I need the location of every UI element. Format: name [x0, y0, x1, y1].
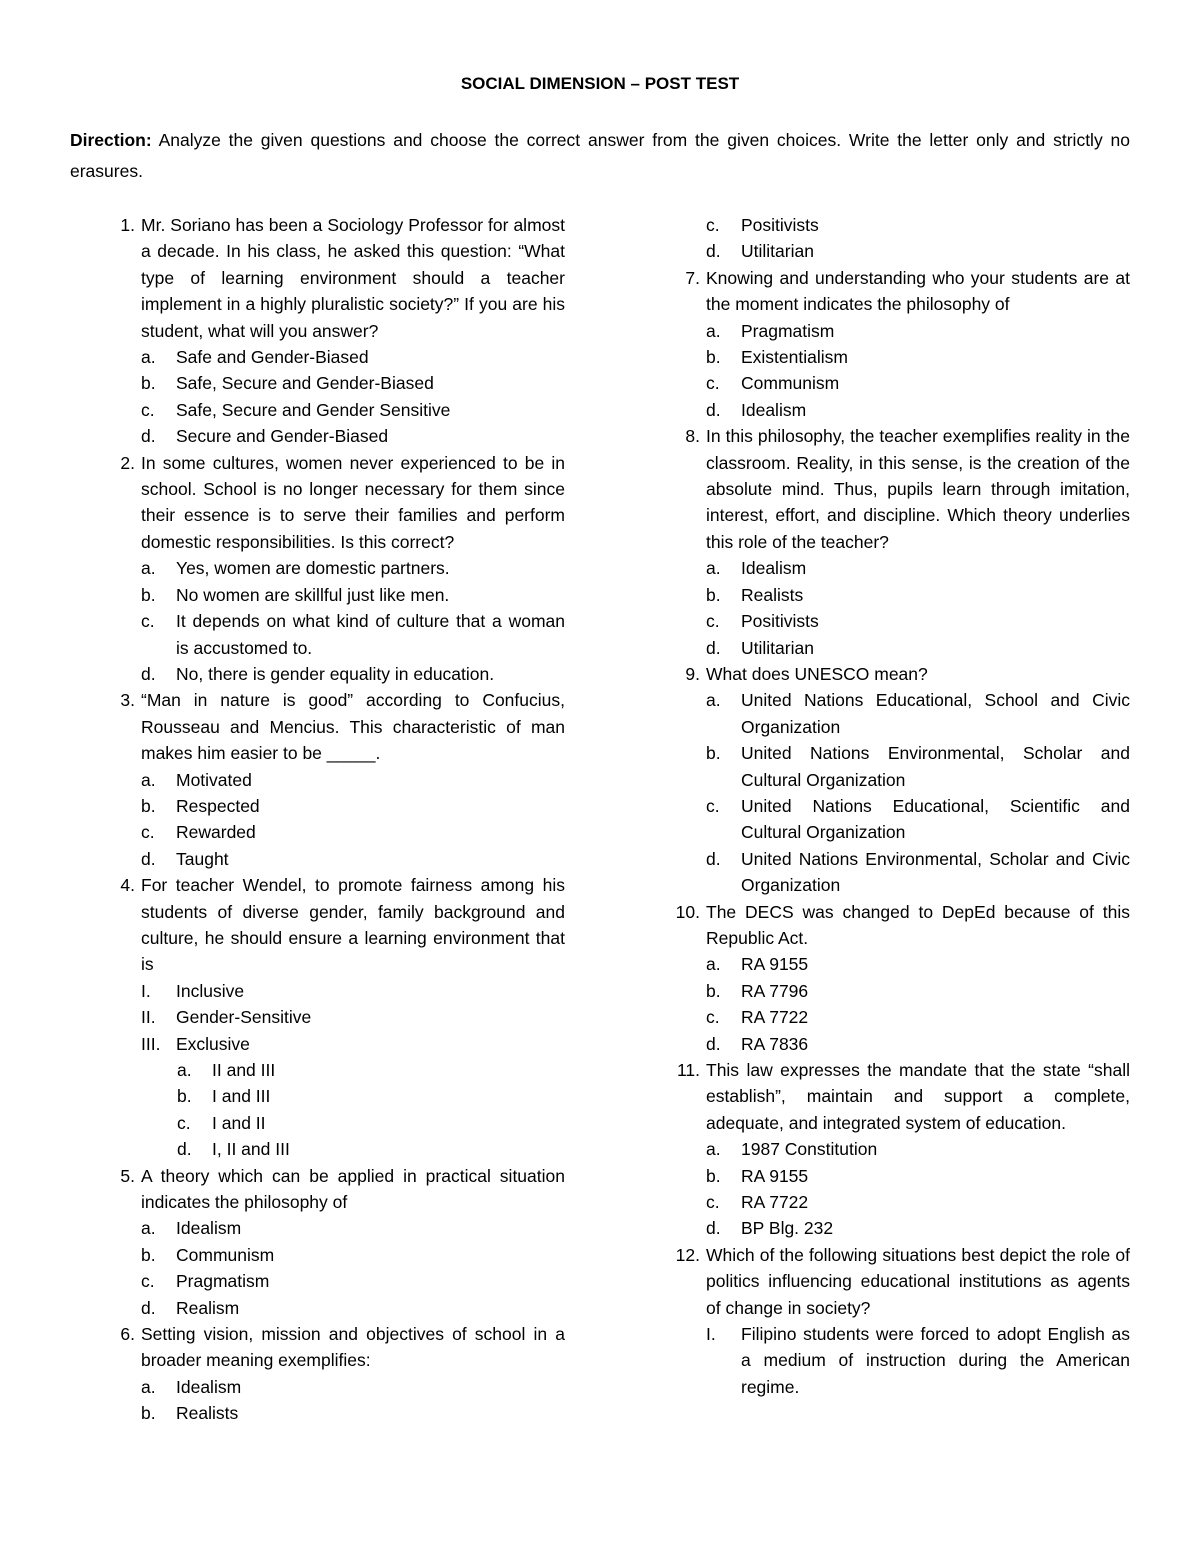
left-column [105, 212, 565, 1427]
option-text: I and II [212, 1112, 266, 1133]
option [670, 370, 1130, 396]
option-letter: b. [141, 1403, 156, 1424]
question-2 [105, 450, 565, 556]
option-letter: d. [706, 848, 721, 869]
question-6 [105, 1321, 565, 1374]
right-column [670, 212, 1130, 1400]
option-text: United Nations Environmental, Scholar and Civic Organization [741, 848, 1130, 896]
option-letter: c. [706, 795, 720, 816]
option [105, 344, 565, 370]
question-11 [670, 1057, 1130, 1136]
option-letter: a. [141, 1376, 156, 1397]
question-8 [670, 423, 1130, 555]
question-12 [670, 1242, 1130, 1321]
question-text: A theory which can be applied in practical situation indicates the philosophy of [141, 1165, 565, 1213]
question-number: 4. [120, 875, 135, 896]
option [670, 238, 1130, 264]
option-text: RA 9155 [741, 1165, 809, 1186]
option-letter: a. [141, 769, 156, 790]
option-letter: d. [706, 1033, 721, 1054]
question-9 [670, 661, 1130, 687]
option [670, 1215, 1130, 1241]
option [105, 423, 565, 449]
option-text: Idealism [741, 558, 807, 579]
question-text: This law expresses the mandate that the state “shall establish”, maintain and support a complete, adequate, and integrated system of education. [706, 1060, 1130, 1133]
direction-label: Direction: [70, 130, 152, 150]
option [105, 1242, 565, 1268]
option [670, 1163, 1130, 1189]
question-number: 10. [675, 901, 700, 922]
option-letter: d. [706, 1218, 721, 1239]
option [105, 1400, 565, 1426]
option [105, 1215, 565, 1241]
option-text: RA 7722 [741, 1007, 809, 1028]
question-number: 3. [120, 690, 135, 711]
option-text: RA 7722 [741, 1192, 809, 1213]
question-number: 11. [676, 1060, 700, 1080]
option-text: Idealism [176, 1376, 242, 1397]
question-10 [670, 899, 1130, 952]
option-letter: c. [141, 611, 155, 632]
option [670, 318, 1130, 344]
option [670, 344, 1130, 370]
option [105, 582, 565, 608]
option [105, 767, 565, 793]
option [105, 608, 565, 661]
option-letter: a. [706, 320, 721, 341]
question-number: 5. [120, 1165, 135, 1186]
option-text: II and III [212, 1060, 276, 1080]
option-letter: b. [177, 1086, 192, 1107]
question-text: Knowing and understanding who your students are at the moment indicates the philosophy of [706, 267, 1130, 315]
option [670, 1136, 1130, 1162]
option [670, 978, 1130, 1004]
option-text: Pragmatism [741, 320, 835, 341]
roman-numeral: I. [141, 980, 151, 1001]
option-letter: a. [706, 690, 721, 711]
option-letter: c. [706, 215, 720, 235]
question-7 [670, 265, 1130, 318]
option-text: Pragmatism [176, 1271, 270, 1292]
question-3 [105, 687, 565, 766]
option-text: Existentialism [741, 347, 848, 368]
option-letter: c. [177, 1112, 191, 1133]
option-text: Realists [176, 1403, 239, 1424]
option-letter: a. [141, 347, 156, 368]
option-letter: a. [706, 1139, 721, 1160]
option-text: No women are skillful just like men. [176, 584, 450, 605]
option [105, 846, 565, 872]
option-text: I, II and III [212, 1139, 290, 1160]
option-letter: d. [141, 426, 156, 447]
option-letter: a. [141, 558, 156, 579]
option-letter: d. [177, 1139, 192, 1160]
option-text: Secure and Gender-Biased [176, 426, 389, 447]
option [670, 582, 1130, 608]
option-letter: d. [141, 1297, 156, 1318]
option-letter: d. [141, 663, 156, 684]
page-title: SOCIAL DIMENSION – POST TEST [460, 74, 740, 93]
option-text: Taught [176, 848, 229, 869]
option-letter: d. [141, 848, 156, 869]
option-letter: b. [706, 347, 721, 368]
option-letter: b. [141, 373, 156, 394]
roman-numeral: III. [141, 1033, 161, 1054]
question-text: In this philosophy, the teacher exemplifies reality in the classroom. Reality, in this sense, is the creation of the absolute mind. Thus, pupils learn through imitation, interest, effort, and discipline. Which theory underlies this role of the teacher? [706, 426, 1130, 552]
option [670, 1031, 1130, 1057]
option [670, 608, 1130, 634]
option-letter: d. [706, 637, 721, 658]
option-letter: b. [706, 743, 721, 764]
question-text: Mr. Soriano has been a Sociology Professor for almost a decade. In his class, he asked this question: “What type of learning environment should a teacher implement in a highly pluralistic society?” If you are his student, what will you answer? [141, 215, 565, 341]
option-text: Idealism [176, 1218, 242, 1239]
option [670, 1004, 1130, 1030]
option [670, 635, 1130, 661]
option-letter: d. [706, 241, 721, 262]
option-letter: c. [706, 1192, 720, 1213]
option-text: Idealism [741, 399, 807, 420]
option-text: Rewarded [176, 822, 256, 843]
option-text: Safe and Gender-Biased [176, 347, 369, 368]
option [670, 951, 1130, 977]
option-text: RA 9155 [741, 954, 809, 975]
option-text: It depends on what kind of culture that a woman is accustomed to. [176, 611, 565, 658]
option-text: I and III [212, 1086, 271, 1107]
option-text: RA 7796 [741, 980, 809, 1001]
option-text: Positivists [741, 611, 819, 632]
option-letter: a. [177, 1060, 192, 1080]
question-text: What does UNESCO mean? [706, 663, 928, 684]
question-text: Setting vision, mission and objectives of school in a broader meaning exemplifies: [141, 1324, 565, 1371]
direction-paragraph [70, 125, 1130, 187]
question-text: In some cultures, women never experienced to be in school. School is no longer necessary for them since their essence is to serve their families and perform domestic responsibilities. Is this correct? [141, 452, 565, 552]
option-text: United Nations Environmental, Scholar and Cultural Organization [741, 743, 1130, 790]
roman-item [105, 978, 565, 1004]
option-text: Safe, Secure and Gender-Biased [176, 373, 434, 394]
option-text: Respected [176, 795, 260, 816]
option-text: Communism [741, 373, 840, 394]
option-letter: c. [141, 1271, 155, 1292]
option [670, 397, 1130, 423]
option-letter: b. [141, 1244, 156, 1265]
question-text: The DECS was changed to DepEd because of this Republic Act. [706, 901, 1130, 948]
roman-item [105, 1031, 565, 1057]
option-text: RA 7836 [741, 1033, 809, 1054]
option-letter: b. [706, 1165, 721, 1186]
option [105, 1057, 565, 1083]
option-letter: c. [706, 373, 720, 394]
option-text: No, there is gender equality in education. [176, 663, 495, 684]
option-text: Positivists [741, 215, 819, 235]
question-number: 2. [120, 452, 135, 473]
option [105, 793, 565, 819]
option [105, 661, 565, 687]
question-number: 7. [685, 267, 700, 288]
option-text: Realism [176, 1297, 240, 1318]
question-4 [105, 872, 565, 978]
option-text: Safe, Secure and Gender Sensitive [176, 399, 451, 420]
option-letter: d. [706, 399, 721, 420]
question-number: 1. [120, 215, 135, 235]
roman-text: Exclusive [176, 1033, 250, 1054]
roman-numeral: II. [141, 1007, 156, 1028]
question-text: “Man in nature is good” according to Confucius, Rousseau and Mencius. This characteristic of man makes him easier to be _____. [141, 690, 565, 764]
option [105, 1110, 565, 1136]
option [670, 740, 1130, 793]
question-text: For teacher Wendel, to promote fairness among his students of diverse gender, family background and culture, he should ensure a learning environment that is [141, 875, 565, 975]
option-letter: c. [706, 611, 720, 632]
option [105, 819, 565, 845]
option [105, 1083, 565, 1109]
option [105, 370, 565, 396]
roman-text: Gender-Sensitive [176, 1007, 312, 1028]
option [105, 1374, 565, 1400]
option [105, 1268, 565, 1294]
roman-text: Filipino students were forced to adopt English as a medium of instruction during the American regime. [741, 1324, 1130, 1397]
option-letter: b. [141, 584, 156, 605]
option [670, 555, 1130, 581]
option-letter: b. [141, 795, 156, 816]
roman-item [670, 1321, 1130, 1400]
roman-item [105, 1004, 565, 1030]
direction-text: Analyze the given questions and choose the correct answer from the given choices. Write the letter only and strictly no erasures. [70, 130, 1130, 181]
option-letter: b. [706, 980, 721, 1001]
option-text: Communism [176, 1244, 275, 1265]
question-text: Which of the following situations best depict the role of politics influencing educational institutions as agents of change in society? [706, 1244, 1130, 1318]
option-text: BP Blg. 232 [741, 1218, 834, 1239]
option-text: Utilitarian [741, 241, 814, 262]
option-text: United Nations Educational, Scientific and Cultural Organization [741, 795, 1130, 843]
option [105, 555, 565, 581]
option-text: Utilitarian [741, 637, 814, 658]
option-text: Motivated [176, 769, 252, 790]
option-letter: a. [141, 1218, 156, 1239]
option-letter: c. [141, 399, 155, 420]
option [670, 1189, 1130, 1215]
option [670, 846, 1130, 899]
option-text: Realists [741, 584, 804, 605]
option-letter: a. [706, 558, 721, 579]
option [670, 687, 1130, 740]
option [105, 1136, 565, 1162]
option-letter: c. [141, 822, 155, 843]
option [670, 212, 1130, 238]
question-number: 6. [120, 1324, 135, 1345]
option-text: Yes, women are domestic partners. [176, 558, 450, 579]
option [105, 397, 565, 423]
question-number: 9. [685, 663, 700, 684]
roman-text: Inclusive [176, 980, 245, 1001]
option-letter: b. [706, 584, 721, 605]
option [105, 1295, 565, 1321]
question-1 [105, 212, 565, 344]
question-number: 12. [675, 1244, 700, 1265]
question-5 [105, 1163, 565, 1216]
question-number: 8. [685, 426, 700, 447]
option-text: 1987 Constitution [741, 1139, 878, 1160]
option-text: United Nations Educational, School and Civic Organization [741, 690, 1130, 737]
option-letter: a. [706, 954, 721, 975]
option-letter: c. [706, 1007, 720, 1028]
option [670, 793, 1130, 846]
roman-numeral: I. [706, 1324, 716, 1345]
